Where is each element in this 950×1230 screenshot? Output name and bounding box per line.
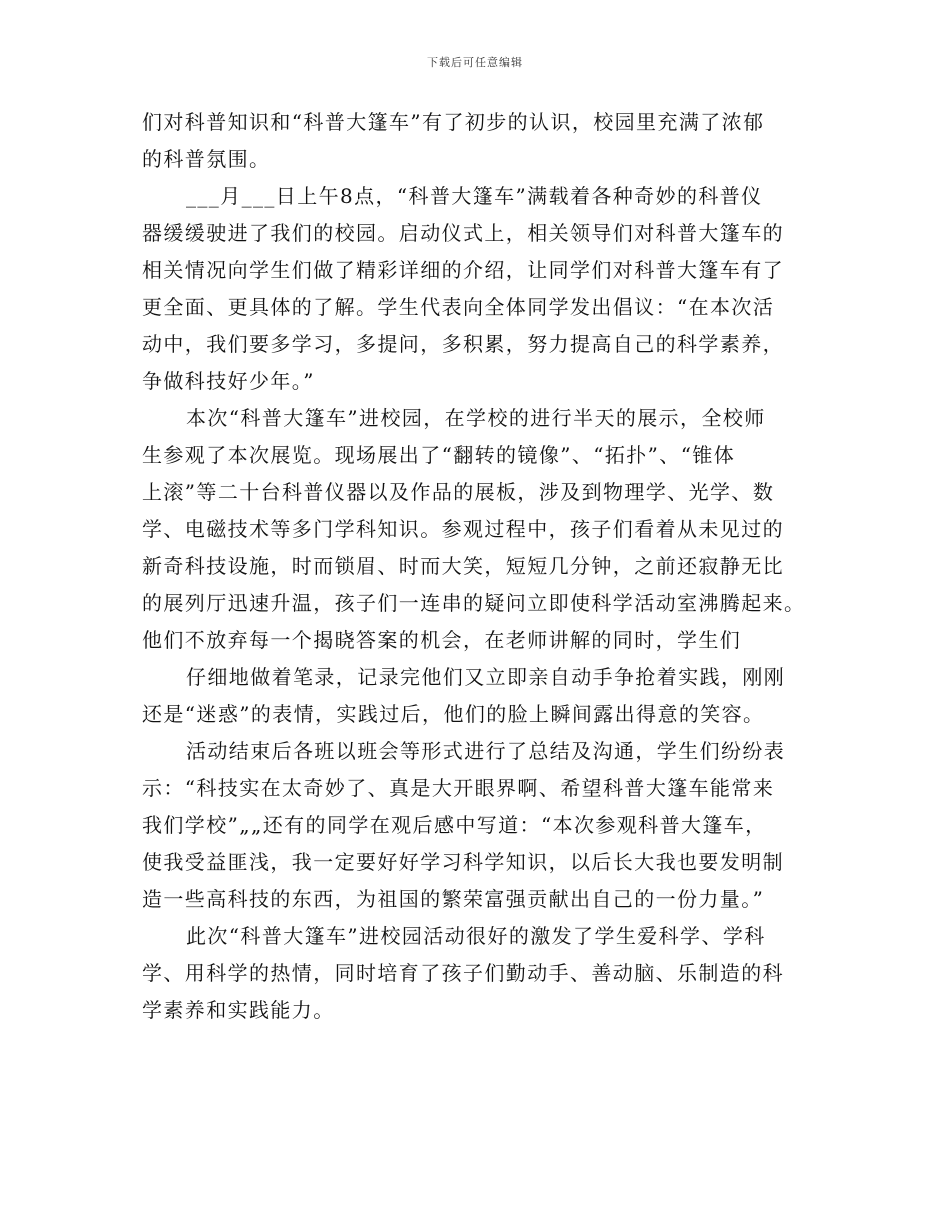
text-line: 更全面、更具体的了解。学生代表向全体同学发出倡议：“在本次活 bbox=[142, 295, 775, 319]
text-line: 使我受益匪浅，我一定要好好学习科学知识，以后长大我也要发明制 bbox=[142, 850, 784, 874]
text-line: 活动结束后各班以班会等形式进行了总结及沟通，学生们纷纷表 bbox=[186, 739, 786, 763]
text-line: 本次“科普大篷车”进校园，在学校的进行半天的展示，全校师 bbox=[186, 406, 766, 430]
text-line: 新奇科技设施，时而锁眉、时而大笑，短短几分钟，之前还寂静无比 bbox=[142, 554, 784, 578]
text-line: 器缓缓驶进了我们的校园。启动仪式上，相关领导们对科普大篷车的 bbox=[142, 221, 784, 245]
text-line: 我们学校”„„还有的同学在观后感中写道：“本次参观科普大篷车， bbox=[142, 813, 767, 837]
page-header: 下载后可任意编辑 bbox=[427, 56, 523, 69]
text-line: 此次“科普大篷车”进校园活动很好的激发了学生爱科学、学科 bbox=[186, 924, 766, 948]
text-line: 示：“科技实在太奇妙了、真是大开眼界啊、希望科普大篷车能常来 bbox=[142, 776, 775, 800]
text-line: 还是“迷惑”的表情，实践过后，他们的脸上瞬间露出得意的笑容。 bbox=[142, 702, 765, 726]
text-line: 动中，我们要多学习，多提问，多积累，努力提高自己的科学素养， bbox=[142, 332, 784, 356]
text-line: 造一些高科技的东西，为祖国的繁荣富强贡献出自己的一份力量。” bbox=[142, 887, 765, 911]
text-line: 的展列厅迅速升温，孩子们一连串的疑问立即使科学活动室沸腾起来。 bbox=[142, 591, 806, 615]
text-line: 仔细地做着笔录，记录完他们又立即亲自动手争抢着实践，刚刚 bbox=[186, 665, 786, 689]
text-line: 争做科技好少年。” bbox=[142, 369, 315, 393]
text-line: 学、用科学的热情，同时培育了孩子们勤动手、善动脑、乐制造的科 bbox=[142, 961, 784, 985]
text-line: 上滚”等二十台科普仪器以及作品的展板，涉及到物理学、光学、数 bbox=[142, 480, 775, 504]
text-line: 他们不放弃每一个揭晓答案的机会，在老师讲解的同时，学生们 bbox=[142, 628, 742, 652]
text-line: 学素养和实践能力。 bbox=[142, 998, 335, 1022]
text-line: 相关情况向学生们做了精彩详细的介绍，让同学们对科普大篷车有了 bbox=[142, 258, 784, 282]
text-line: 的科普氛围。 bbox=[142, 147, 271, 171]
document-body bbox=[142, 104, 810, 1029]
text-line: 生参观了本次展览。现场展出了“翻转的镜像”、“拓扑”、“锥体 bbox=[142, 443, 736, 467]
text-line: 学、电磁技术等多门学科知识。参观过程中，孩子们看着从未见过的 bbox=[142, 517, 784, 541]
text-line: ___月___日上午8点，“科普大篷车”满载着各种奇妙的科普仪 bbox=[186, 184, 763, 208]
text-line: 们对科普知识和“科普大篷车”有了初步的认识，校园里充满了浓郁 bbox=[142, 110, 765, 134]
